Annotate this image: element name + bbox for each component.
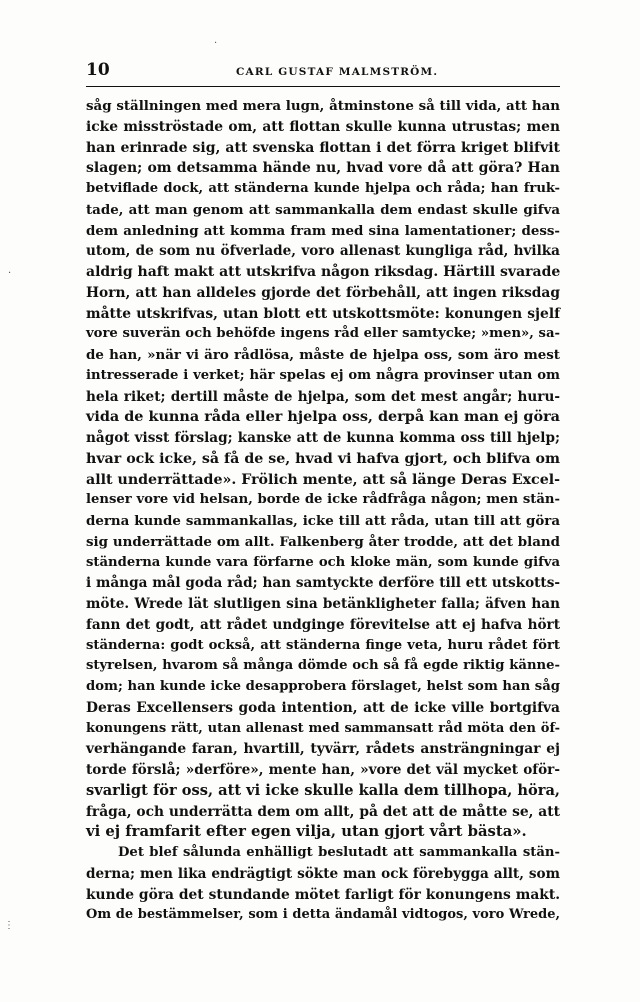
text-line: torde förslå; »derföre», mente han, »vore det väl mycket oför- [86, 762, 560, 778]
text-line: han erinrade sig, att svenska flottan i det förra kriget blifvit [86, 139, 560, 156]
text-line: måtte utskrifvas, utan blott ett utskottsmöte: konungen sjelf [86, 305, 560, 322]
scan-speck: · [8, 268, 12, 279]
text-line: fråga, och underrätta dem om allt, på det att de måtte se, att [86, 803, 560, 820]
scan-speck: · [214, 38, 218, 49]
text-line: något visst förslag; kanske att de kunna komma oss till hjelp; [86, 430, 560, 446]
text-line: allt underrättade». Frölich mente, att så länge Deras Excel- [86, 471, 560, 488]
text-line: ständerna: godt också, att ständerna finge veta, huru rådet fört [86, 637, 560, 653]
text-line: vi ej framfarit efter egen vilja, utan gjort vårt bästa». [86, 823, 527, 841]
text-line: Det blef sålunda enhälligt beslutadt att sammankalla stän- [118, 845, 560, 860]
text-line: betviflade dock, att ständerna kunde hjelpa och råda; han fruk- [86, 181, 560, 196]
text-line: styrelsen, hvarom så många dömde och så få egde riktig känne- [86, 658, 560, 674]
text-line: derna kunde sammankallas, icke till att råda, utan till att göra [86, 513, 560, 529]
text-line: Horn, att han alldeles gjorde det förbehåll, att ingen riksdag [86, 284, 560, 301]
text-line: lenser vore vid helsan, borde de icke rådfråga någon; men stän- [86, 492, 560, 508]
text-line: i många mål goda råd; han samtyckte derföre till ett utskotts- [86, 575, 560, 592]
text-line: derna; men lika endrägtigt sökte man ock förebygga allt, som [86, 865, 560, 882]
text-line: Om de bestämmelser, som i detta ändamål vidtogos, voro Wrede, [86, 907, 560, 923]
scan-speck: ⋮ [4, 920, 14, 931]
page-header [86, 60, 560, 87]
text-line: kunde göra det stundande mötet farligt för konungens makt. [86, 886, 560, 903]
text-line: utom, de som nu öfverlade, voro allenast kungliga råd, hvilka [86, 243, 560, 260]
text-line: tade, att man genom att sammankalla dem endast skulle gifva [86, 201, 560, 218]
text-line: slagen; om detsamma hände nu, hvad vore då att göra? Han [86, 160, 560, 177]
text-line: ständerna kunde vara förfarne och kloke män, som kunde gifva [86, 554, 560, 570]
text-line: intresserade i verket; här spelas ej om några provinser utan om [86, 367, 560, 383]
text-line: såg ställningen med mera lugn, åtminstone så till vida, att han [86, 98, 560, 114]
page-number: 10 [86, 60, 110, 80]
text-line: verhängande faran, hvartill, tyvärr, rådets ansträngningar ej [86, 741, 560, 758]
text-line: fann det godt, att rådet undginge förevitelse att ej hafva hört [86, 616, 560, 633]
text-line: vore suverän och behöfde ingens råd eller samtycke; »men», sa- [86, 326, 560, 342]
text-line: dom; han kunde icke desapprobera förslaget, helst som han såg [86, 679, 560, 694]
text-line: hela riket; dertill måste de hjelpa, som det mest angår; huru- [86, 388, 560, 405]
text-line: icke misströstade om, att flottan skulle kunna utrustas; men [86, 118, 560, 135]
text-line: de han, »när vi äro rådlösa, måste de hjelpa oss, som äro mest [86, 347, 560, 363]
text-line: sig underrättade om allt. Falkenberg åter trodde, att det bland [86, 533, 560, 550]
running-head: CARL GUSTAF MALMSTRÖM. [236, 66, 439, 78]
text-line: aldrig haft makt att utskrifva någon riksdag. Härtill svarade [86, 264, 561, 280]
text-line: hvar ock icke, så få de se, hvad vi hafva gjort, och blifva om [86, 450, 560, 467]
text-line: dem anledning att komma fram med sina lamentationer; dess- [86, 222, 560, 239]
body-text [86, 96, 560, 926]
text-line: möte. Wrede lät slutligen sina betänkligheter falla; äfven han [86, 596, 560, 612]
text-line: vida de kunna råda eller hjelpa oss, derpå kan man ej göra [86, 408, 560, 426]
text-line: konungens rätt, utan allenast med sammansatt råd möta den öf- [86, 720, 560, 736]
text-line: Deras Excellensers goda intention, att de icke ville bortgifva [86, 699, 560, 716]
text-line: svarligt för oss, att vi icke skulle kalla dem tillhopa, höra, [86, 781, 560, 799]
